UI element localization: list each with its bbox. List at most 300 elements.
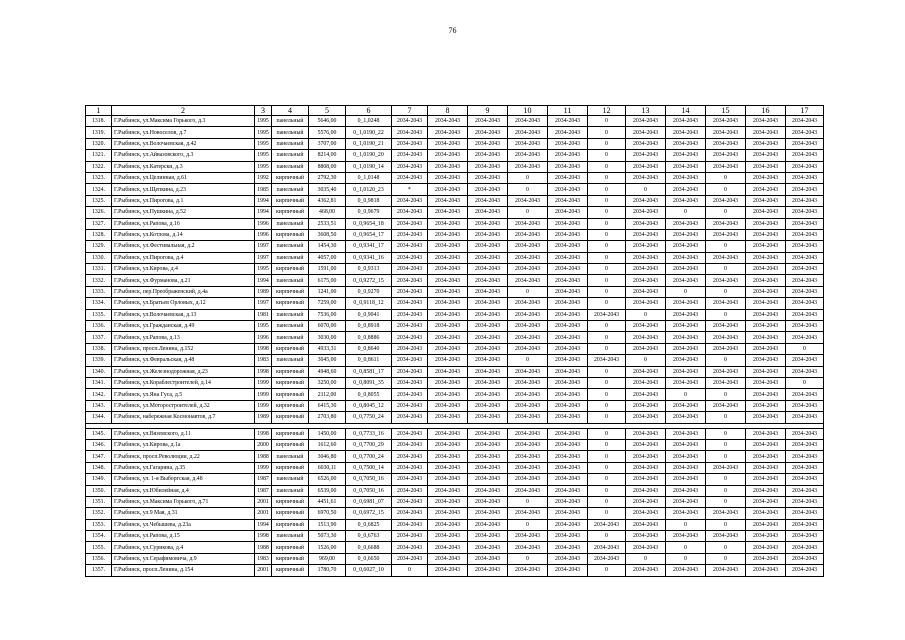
table-cell: 2034-2043 xyxy=(468,496,508,507)
table-cell: 2034-2043 xyxy=(626,298,666,309)
table-cell: 2034-2043 xyxy=(392,127,428,138)
table-cell: 2034-2043 xyxy=(428,127,468,138)
table-cell: 2034-2043 xyxy=(666,321,706,332)
table-cell: 0 xyxy=(706,412,746,423)
table-cell: 2034-2043 xyxy=(548,496,588,507)
table-cell: 2034-2043 xyxy=(626,116,666,127)
table-cell: 0 xyxy=(706,428,746,439)
table-cell: 2034-2043 xyxy=(548,309,588,320)
table-cell: 0_0,7050_16 xyxy=(346,474,392,485)
table-cell: 2034-2043 xyxy=(666,264,706,275)
table-cell: 2034-2043 xyxy=(392,161,428,172)
column-header: 4 xyxy=(272,106,309,116)
table-cell: 2034-2043 xyxy=(428,474,468,485)
table-cell: 3250,00 xyxy=(309,377,346,388)
table-cell: 2034-2043 xyxy=(428,462,468,473)
address-cell: Г.Рыбинск, ул.Целинная, д.61 xyxy=(112,172,255,183)
table-cell: 2034-2043 xyxy=(706,275,746,286)
table-cell: панельный xyxy=(272,309,309,320)
table-cell: 2034-2043 xyxy=(548,412,588,423)
table-cell: 2034-2043 xyxy=(706,508,746,519)
table-cell: 0_0,8091_35 xyxy=(346,377,392,388)
table-cell: панельный xyxy=(272,184,309,195)
table-cell: 1339. xyxy=(86,355,112,366)
address-cell: Г.Рыбинск, ул.Катерски, д.3 xyxy=(112,161,255,172)
table-cell: 2034-2043 xyxy=(786,321,824,332)
table-cell: 2034-2043 xyxy=(666,565,706,576)
table-cell: 2034-2043 xyxy=(392,355,428,366)
table-cell: 2034-2043 xyxy=(508,428,548,439)
table-cell: 2034-2043 xyxy=(428,150,468,161)
address-cell: Г.Рыбинск, ул.Максима Горького, д.3 xyxy=(112,116,255,127)
table-cell: 6970,50 xyxy=(309,508,346,519)
table-cell: 2034-2043 xyxy=(392,252,428,263)
address-cell: Г.Рыбинск, ул.Рапова, д.15 xyxy=(112,531,255,542)
table-cell: панельный xyxy=(272,161,309,172)
table-cell: 2792,30 xyxy=(309,172,346,183)
table-cell: 0 xyxy=(588,241,626,252)
address-cell: Г.Рыбинск, ул.Вяземского, д.11 xyxy=(112,428,255,439)
table-cell: 1321. xyxy=(86,150,112,161)
table-cell: 2034-2043 xyxy=(428,496,468,507)
address-cell: Г.Рыбинск, пер.Преображенский, д.4а xyxy=(112,286,255,297)
table-cell: 2034-2043 xyxy=(548,343,588,354)
column-header: 5 xyxy=(309,106,346,116)
table-row xyxy=(86,229,824,240)
table-cell: 2034-2043 xyxy=(666,355,706,366)
table-cell: 2034-2043 xyxy=(548,138,588,149)
table-cell: 3035,40 xyxy=(309,184,346,195)
table-row xyxy=(86,496,824,507)
table-cell: 1591,00 xyxy=(309,264,346,275)
table-cell: 2034-2043 xyxy=(706,400,746,411)
table-cell: 2533,51 xyxy=(309,218,346,229)
table-cell: 2034-2043 xyxy=(666,172,706,183)
table-cell: 2034-2043 xyxy=(706,127,746,138)
table-cell: 3046,80 xyxy=(309,451,346,462)
table-cell: 0_0,7700_29 xyxy=(346,439,392,450)
table-cell: 2034-2043 xyxy=(392,508,428,519)
table-cell: кирпичный xyxy=(272,377,309,388)
table-cell: кирпичный xyxy=(272,542,309,553)
table-cell: 2034-2043 xyxy=(746,428,786,439)
table-cell: 2034-2043 xyxy=(392,412,428,423)
table-cell: 1329. xyxy=(86,241,112,252)
table-row xyxy=(86,412,824,423)
table-cell: 2034-2043 xyxy=(428,553,468,564)
table-cell: 2034-2043 xyxy=(468,252,508,263)
table-cell: 2034-2043 xyxy=(626,542,666,553)
table-cell: 2034-2043 xyxy=(468,298,508,309)
table-cell: 2001 xyxy=(255,496,272,507)
table-cell: 1324. xyxy=(86,184,112,195)
table-cell: 1987 xyxy=(255,485,272,496)
table-row xyxy=(86,451,824,462)
table-cell: 2034-2043 xyxy=(666,462,706,473)
table-cell: 2034-2043 xyxy=(746,531,786,542)
table-cell: 1326. xyxy=(86,207,112,218)
table-cell: 2034-2043 xyxy=(508,542,548,553)
table-cell: 0 xyxy=(588,531,626,542)
table-cell: 6539,00 xyxy=(309,485,346,496)
column-header: 3 xyxy=(255,106,272,116)
table-cell: 1241,00 xyxy=(309,286,346,297)
table-cell: панельный xyxy=(272,355,309,366)
table-cell: 2034-2043 xyxy=(666,195,706,206)
table-cell: 2034-2043 xyxy=(746,377,786,388)
table-cell: 2034-2043 xyxy=(508,377,548,388)
table-cell: 0 xyxy=(706,439,746,450)
table-cell: 0 xyxy=(588,298,626,309)
address-cell: Г.Рыбинск, ул.Фурманова, д.21 xyxy=(112,275,255,286)
table-cell: 2034-2043 xyxy=(508,343,548,354)
table-cell: 2034-2043 xyxy=(548,474,588,485)
table-cell: панельный xyxy=(272,474,309,485)
table-cell: 2034-2043 xyxy=(508,531,548,542)
table-cell: 2034-2043 xyxy=(786,428,824,439)
table-cell: 1332. xyxy=(86,275,112,286)
column-header: 12 xyxy=(588,106,626,116)
table-cell: 2034-2043 xyxy=(392,275,428,286)
table-cell: 2034-2043 xyxy=(626,343,666,354)
table-cell: 2034-2043 xyxy=(392,195,428,206)
table-cell: 2034-2043 xyxy=(548,542,588,553)
table-cell: 2034-2043 xyxy=(706,366,746,377)
table-cell: 2034-2043 xyxy=(786,553,824,564)
table-cell: 2034-2043 xyxy=(468,519,508,530)
table-cell: 2034-2043 xyxy=(706,332,746,343)
table-cell: 0_0,6027_10 xyxy=(346,565,392,576)
table-cell: 6415,30 xyxy=(309,400,346,411)
table-cell: 1995 xyxy=(255,321,272,332)
table-cell: 2034-2043 xyxy=(548,150,588,161)
table-cell: 2034-2043 xyxy=(428,412,468,423)
table-cell: 2034-2043 xyxy=(706,138,746,149)
table-cell: панельный xyxy=(272,116,309,127)
table-row xyxy=(86,298,824,309)
table-cell: 2034-2043 xyxy=(508,565,548,576)
table-cell: 2034-2043 xyxy=(786,184,824,195)
table-cell: 1353. xyxy=(86,519,112,530)
table-cell: 0 xyxy=(666,286,706,297)
table-cell: 1612,60 xyxy=(309,439,346,450)
table-cell: 2034-2043 xyxy=(508,116,548,127)
table-cell: 2034-2043 xyxy=(626,565,666,576)
table-row xyxy=(86,553,824,564)
table-row xyxy=(86,241,824,252)
table-cell: 2034-2043 xyxy=(746,462,786,473)
table-cell: 2034-2043 xyxy=(548,298,588,309)
table-cell: 2034-2043 xyxy=(392,309,428,320)
table-cell: 1349. xyxy=(86,474,112,485)
table-cell: 2034-2043 xyxy=(666,116,706,127)
table-cell: 0_0,9679 xyxy=(346,207,392,218)
table-cell: 2034-2043 xyxy=(428,451,468,462)
table-cell: 2034-2043 xyxy=(508,264,548,275)
page-number: 76 xyxy=(448,26,457,35)
table-cell: 2034-2043 xyxy=(786,150,824,161)
table-cell: 1513,90 xyxy=(309,519,346,530)
table-cell: 2034-2043 xyxy=(626,264,666,275)
table-cell: 2034-2043 xyxy=(786,485,824,496)
address-cell: Г.Рыбинск, ул.Юбилейная, д.4 xyxy=(112,485,255,496)
table-cell: 2034-2043 xyxy=(746,542,786,553)
address-cell: Г.Рыбинск, ул.Яна Гуса, д.5 xyxy=(112,389,255,400)
table-cell: 1323. xyxy=(86,172,112,183)
table-cell: 1981 xyxy=(255,309,272,320)
table-cell: 0 xyxy=(588,389,626,400)
table-cell: панельный xyxy=(272,218,309,229)
table-cell: 2034-2043 xyxy=(428,195,468,206)
table-cell: 2034-2043 xyxy=(468,138,508,149)
table-cell: 2034-2043 xyxy=(666,150,706,161)
table-cell: кирпичный xyxy=(272,195,309,206)
table-cell: 2034-2043 xyxy=(666,377,706,388)
table-cell: 6070,00 xyxy=(309,321,346,332)
table-cell: 2034-2043 xyxy=(746,172,786,183)
table-cell: 0 xyxy=(588,377,626,388)
table-cell: 2034-2043 xyxy=(706,229,746,240)
table-row xyxy=(86,462,824,473)
table-cell: панельный xyxy=(272,150,309,161)
table-cell: 2034-2043 xyxy=(548,252,588,263)
table-cell: 4362,81 xyxy=(309,195,346,206)
table-cell: 2034-2043 xyxy=(626,127,666,138)
table-cell: 2034-2043 xyxy=(392,116,428,127)
table-cell: 0 xyxy=(666,389,706,400)
table-cell: 0 xyxy=(392,565,428,576)
table-cell: 2034-2043 xyxy=(786,161,824,172)
table-cell: 2034-2043 xyxy=(428,286,468,297)
table-row xyxy=(86,127,824,138)
table-cell: 2034-2043 xyxy=(392,519,428,530)
table-cell: 2034-2043 xyxy=(626,389,666,400)
table-cell: 2034-2043 xyxy=(746,412,786,423)
table-cell: 2034-2043 xyxy=(706,462,746,473)
column-header: 13 xyxy=(626,106,666,116)
table-cell: * xyxy=(392,184,428,195)
table-cell: 2034-2043 xyxy=(468,116,508,127)
address-cell: Г.Рыбинск, просп.Революции, д.22 xyxy=(112,451,255,462)
table-cell: 1450,00 xyxy=(309,428,346,439)
table-cell: кирпичный xyxy=(272,508,309,519)
table-cell: 2034-2043 xyxy=(666,451,706,462)
table-cell: 1320. xyxy=(86,138,112,149)
table-cell: 2034-2043 xyxy=(626,241,666,252)
table-cell: 0_1,0190_22 xyxy=(346,127,392,138)
table-cell: 2034-2043 xyxy=(428,138,468,149)
table-cell: 0 xyxy=(706,553,746,564)
column-header: 15 xyxy=(706,106,746,116)
table-cell: 0 xyxy=(626,184,666,195)
table-row xyxy=(86,366,824,377)
table-cell: 2034-2043 xyxy=(392,553,428,564)
table-cell: 0 xyxy=(588,264,626,275)
table-cell: 2034-2043 xyxy=(428,332,468,343)
table-cell: 2034-2043 xyxy=(746,195,786,206)
table-cell: 1325. xyxy=(86,195,112,206)
table-cell: 1994 xyxy=(255,195,272,206)
column-header: 8 xyxy=(428,106,468,116)
table-cell: 2034-2043 xyxy=(626,474,666,485)
table-cell: 2034-2043 xyxy=(548,172,588,183)
table-cell: 2034-2043 xyxy=(746,343,786,354)
table-cell: 1357. xyxy=(86,565,112,576)
table-cell: 2034-2043 xyxy=(746,485,786,496)
table-cell: 1335. xyxy=(86,309,112,320)
table-cell: 2034-2043 xyxy=(392,496,428,507)
table-cell: 2034-2043 xyxy=(508,508,548,519)
table-cell: 2034-2043 xyxy=(626,531,666,542)
table-cell: 0_0,9341_17 xyxy=(346,241,392,252)
table-cell: 2034-2043 xyxy=(468,207,508,218)
table-cell: 2034-2043 xyxy=(548,400,588,411)
table-cell: 2034-2043 xyxy=(706,565,746,576)
table-header-row xyxy=(86,106,824,116)
address-cell: Г.Рыбинск, ул.Пушкина, д.52 xyxy=(112,207,255,218)
table-cell: 2034-2043 xyxy=(428,400,468,411)
table-cell: 0 xyxy=(706,184,746,195)
address-cell: Г.Рыбинск, ул.Кирова, д.4 xyxy=(112,264,255,275)
table-cell: 0_0,8055 xyxy=(346,389,392,400)
table-cell: 1334. xyxy=(86,298,112,309)
table-cell: 0 xyxy=(706,309,746,320)
table-row xyxy=(86,485,824,496)
table-cell: 2034-2043 xyxy=(746,207,786,218)
table-row xyxy=(86,519,824,530)
table-cell: 0 xyxy=(666,542,706,553)
table-cell: 2034-2043 xyxy=(392,400,428,411)
table-cell: 2034-2043 xyxy=(626,332,666,343)
table-cell: 0_1,0148 xyxy=(346,172,392,183)
table-cell: 1526,00 xyxy=(309,542,346,553)
table-cell: 2034-2043 xyxy=(706,252,746,263)
table-cell: 2034-2043 xyxy=(508,321,548,332)
table-cell: 0_1,0190_14 xyxy=(346,161,392,172)
table-cell: 1356. xyxy=(86,553,112,564)
table-cell: 2034-2043 xyxy=(786,508,824,519)
table-cell: 2034-2043 xyxy=(468,127,508,138)
table-cell: 0 xyxy=(588,195,626,206)
table-cell: 2034-2043 xyxy=(508,150,548,161)
table-cell: 2034-2043 xyxy=(626,412,666,423)
table-cell: 1988 xyxy=(255,542,272,553)
table-cell: 2034-2043 xyxy=(548,321,588,332)
table-cell: 0_0,9118_12 xyxy=(346,298,392,309)
table-cell: 0 xyxy=(508,184,548,195)
column-header: 14 xyxy=(666,106,706,116)
table-cell: 2034-2043 xyxy=(468,565,508,576)
table-cell: 0 xyxy=(786,343,824,354)
table-cell: панельный xyxy=(272,451,309,462)
table-row xyxy=(86,116,824,127)
table-cell: 1343. xyxy=(86,400,112,411)
table-cell: 2034-2043 xyxy=(666,508,706,519)
address-cell: Г.Рыбинск, ул.Котлова, д.14 xyxy=(112,229,255,240)
table-cell: 2034-2043 xyxy=(468,195,508,206)
address-cell: Г.Рыбинск, ул.Волочаевская, д.13 xyxy=(112,309,255,320)
table-cell: 2034-2043 xyxy=(468,366,508,377)
table-row xyxy=(86,377,824,388)
table-cell: 0 xyxy=(588,229,626,240)
table-cell: 0_0,8045_12 xyxy=(346,400,392,411)
table-cell: кирпичный xyxy=(272,553,309,564)
table-cell: 0_0,7500_14 xyxy=(346,462,392,473)
table-cell: 2034-2043 xyxy=(468,275,508,286)
table-cell: 2034-2043 xyxy=(746,553,786,564)
table-cell: 2034-2043 xyxy=(468,531,508,542)
table-cell: кирпичный xyxy=(272,286,309,297)
table-cell: 2034-2043 xyxy=(392,264,428,275)
table-cell: 2034-2043 xyxy=(786,241,824,252)
table-cell: 2034-2043 xyxy=(786,286,824,297)
table-cell: 2034-2043 xyxy=(746,508,786,519)
table-cell: 2034-2043 xyxy=(428,389,468,400)
table-cell: 1997 xyxy=(255,252,272,263)
table-cell: 2034-2043 xyxy=(548,531,588,542)
table-cell: 0 xyxy=(588,439,626,450)
table-cell: 2034-2043 xyxy=(392,298,428,309)
table-cell: 0 xyxy=(706,286,746,297)
table-cell: 2034-2043 xyxy=(548,332,588,343)
table-cell: 0 xyxy=(588,116,626,127)
table-cell: 2034-2043 xyxy=(626,229,666,240)
table-cell: кирпичный xyxy=(272,400,309,411)
table-cell: 1998 xyxy=(255,343,272,354)
table-cell: 2034-2043 xyxy=(548,389,588,400)
table-cell: 2034-2043 xyxy=(746,127,786,138)
table-cell: 0_1,0248 xyxy=(346,116,392,127)
table-cell: 2034-2043 xyxy=(468,377,508,388)
table-cell: 0_0,8640 xyxy=(346,343,392,354)
table-cell: 0_0,9818 xyxy=(346,195,392,206)
table-cell: 2034-2043 xyxy=(468,508,508,519)
table-cell: кирпичный xyxy=(272,343,309,354)
table-cell: 2034-2043 xyxy=(786,264,824,275)
table-cell: 2034-2043 xyxy=(392,428,428,439)
table-cell: 2034-2043 xyxy=(508,252,548,263)
table-cell: 1354. xyxy=(86,531,112,542)
table-cell: 0 xyxy=(588,138,626,149)
table-row xyxy=(86,138,824,149)
table-cell: 2034-2043 xyxy=(468,553,508,564)
column-header: 17 xyxy=(786,106,824,116)
table-cell: кирпичный xyxy=(272,412,309,423)
table-row xyxy=(86,474,824,485)
table-cell: 2034-2043 xyxy=(746,451,786,462)
table-cell: 2034-2043 xyxy=(786,252,824,263)
table-cell: 2034-2043 xyxy=(392,389,428,400)
table-cell: 5073,30 xyxy=(309,531,346,542)
table-cell: 2034-2043 xyxy=(548,207,588,218)
table-cell: 2034-2043 xyxy=(786,451,824,462)
table-cell: 2034-2043 xyxy=(706,150,746,161)
table-cell: 2034-2043 xyxy=(706,343,746,354)
table-cell: 2034-2043 xyxy=(786,172,824,183)
table-cell: 2034-2043 xyxy=(666,400,706,411)
table-cell: 2034-2043 xyxy=(428,241,468,252)
table-cell: 2034-2043 xyxy=(786,389,824,400)
table-cell: 0 xyxy=(508,519,548,530)
table-cell: 2034-2043 xyxy=(392,485,428,496)
column-header: 9 xyxy=(468,106,508,116)
table-cell: 2034-2043 xyxy=(786,400,824,411)
table-cell: 2034-2043 xyxy=(428,298,468,309)
table-cell: 2034-2043 xyxy=(392,321,428,332)
address-cell: Г.Рыбинск, ул.Серафимовича, д.9 xyxy=(112,553,255,564)
table-cell: 2034-2043 xyxy=(706,298,746,309)
table-cell: 0 xyxy=(588,286,626,297)
